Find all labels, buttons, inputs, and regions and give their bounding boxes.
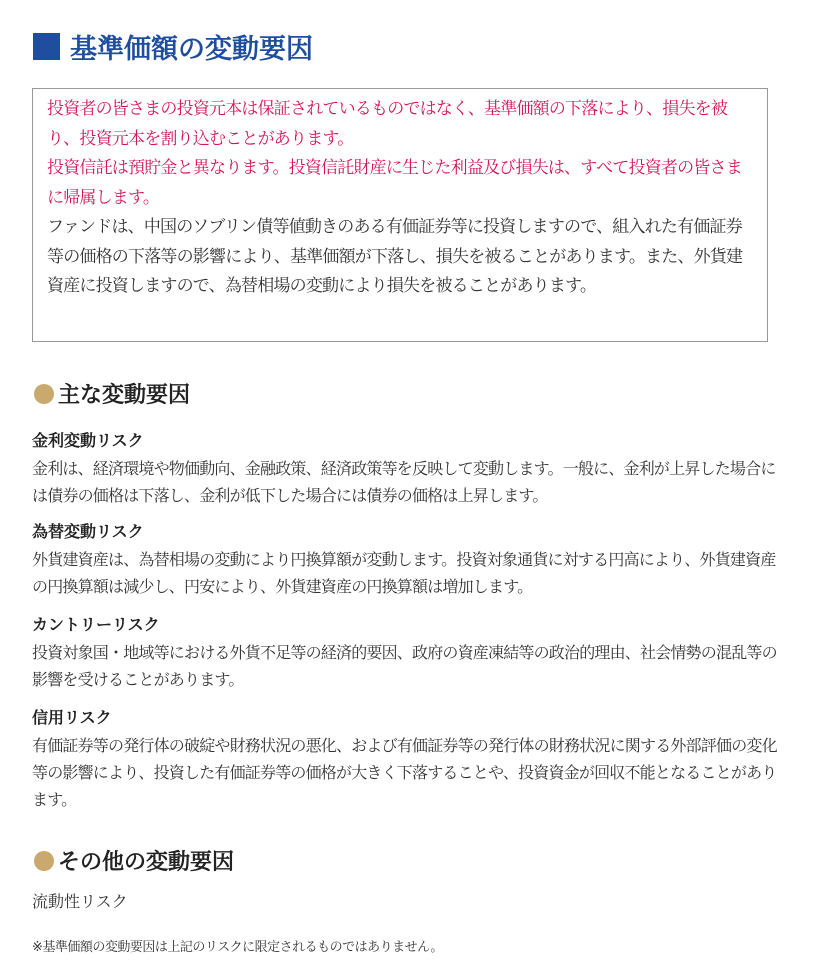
section-main-factors (34, 378, 190, 409)
title-square-marker (33, 33, 60, 60)
risk-description: 金利は、経済環境や物価動向、金融政策、経済政策等を反映して変動します。一般に、金利が上昇した場合には債券の価格は下落し、金利が低下した場合には債券の価格は上昇します。 (32, 459, 776, 505)
circle-bullet-icon (34, 384, 54, 404)
section-title-other-factors: その他の変動要因 (58, 850, 235, 875)
risk-description: 有価証券等の発行体の破綻や財務状況の悪化、および有価証券等の発行体の財務状況に関する外部評価の変化等の影響により、投資した有価証券等の価格が大きく下落することや、投資資金が回収不能となることがあります。 (32, 736, 777, 809)
notice-box (32, 88, 768, 342)
risk-item-currency (32, 519, 777, 600)
risk-name: 為替変動リスク (32, 522, 144, 541)
risk-name: 金利変動リスク (32, 431, 144, 450)
risk-name: 信用リスク (32, 708, 112, 727)
risk-description: 投資対象国・地域等における外貨不足等の経済的要因、政府の資産凍結等の政治的理由、社会情勢の混乱等の影響を受けることがあります。 (32, 643, 777, 689)
section-other-factors (34, 845, 234, 876)
footnote: ※基準価額の変動要因は上記のリスクに限定されるものではありません。 (32, 940, 443, 955)
risk-name: カントリーリスク (32, 615, 160, 634)
page-title-row (33, 26, 313, 66)
notice-deposit-difference: 投資信託は預貯金と異なります。投資信託財産に生じた利益及び損失は、すべて投資者の皆さまに帰属します。 (47, 158, 742, 208)
other-factor-liquidity: 流動性リスク (32, 892, 128, 911)
risk-item-country (32, 612, 777, 693)
risk-item-credit (32, 705, 777, 813)
circle-bullet-icon (34, 851, 54, 871)
page-title: 基準価額の変動要因 (70, 33, 313, 65)
risk-description: 外貨建資産は、為替相場の変動により円換算額が変動します。投資対象通貨に対する円高により、外貨建資産の円換算額は減少し、円安により、外貨建資産の円換算額は増加します。 (32, 550, 776, 596)
risk-item-interest-rate (32, 428, 777, 509)
section-title-main-factors: 主な変動要因 (58, 383, 191, 408)
notice-principal-warning: 投資者の皆さまの投資元本は保証されているものではなく、基準価額の下落により、損失を被り、投資元本を割り込むことがあります。 (47, 99, 728, 149)
notice-fund-description: ファンドは、中国のソブリン債等値動きのある有価証券等に投資しますので、組入れた有価証券等の価格の下落等の影響により、基準価額が下落し、損失を被ることがあります。また、外貨建資産に投資しますので、為替相場の変動により損失を被ることがあります。 (47, 217, 743, 296)
